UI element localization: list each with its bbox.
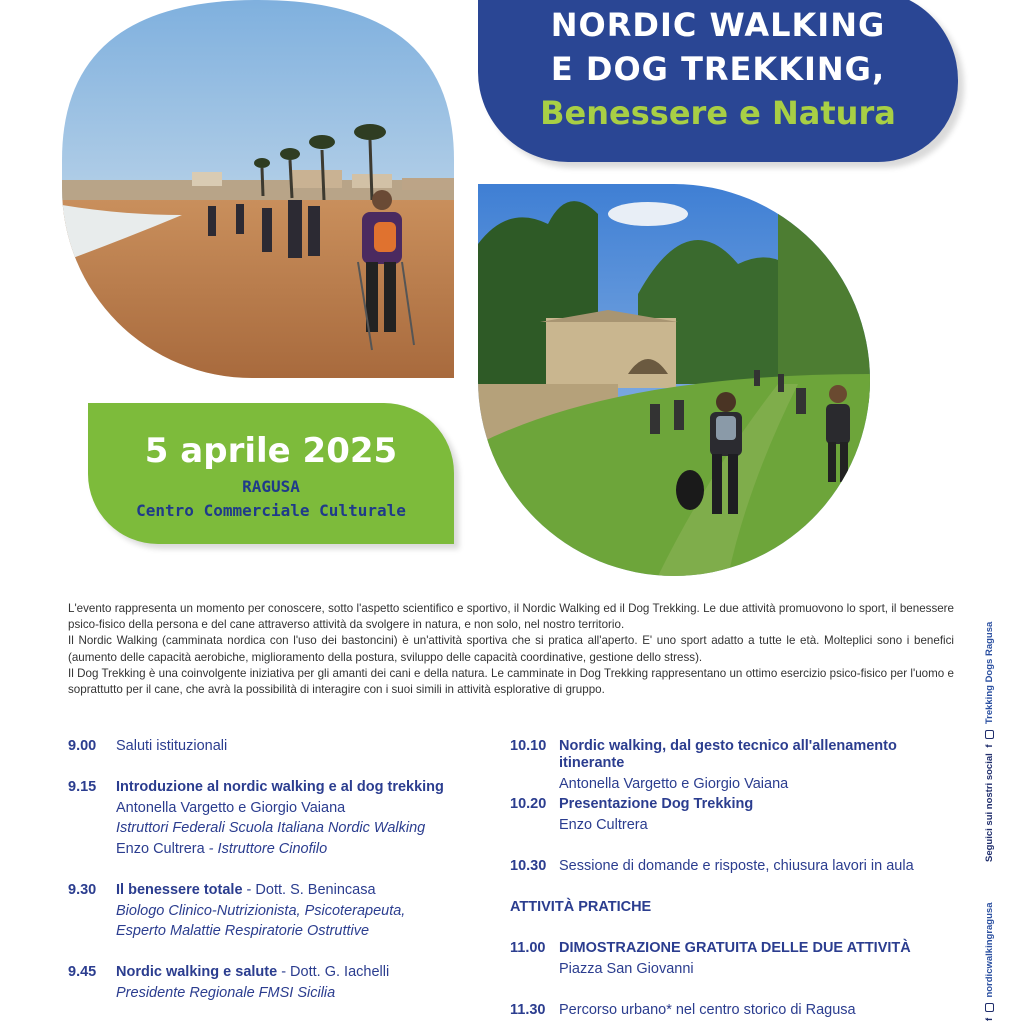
program-title: DIMOSTRAZIONE GRATUITA DELLE DUE ATTIVITÀ <box>559 940 911 956</box>
program-speakers: - Dott. S. Benincasa <box>242 882 376 898</box>
program-title: Sessione di domande e risposte, chiusura lavori in aula <box>559 858 914 874</box>
event-description <box>68 601 954 698</box>
program-speaker-line <box>116 839 327 860</box>
program-title-line <box>116 962 389 983</box>
description-paragraph: L'evento rappresenta un momento per conoscere, sotto l'aspetto scientifico e sportivo, il Nordic Walking ed il Dog Trekking. Le due attività promuovono lo sport, il benessere psico-fisico della persona e del cane attraverso attività da svolgere in natura, e non solo, nel nostro territorio. <box>68 602 954 632</box>
program-title-line <box>116 880 376 901</box>
description-paragraph: Il Nordic Walking (camminata nordica con l'uso dei bastoncini) è un'attività sportiva che si pratica all'aperto. E' uno sport adatto a tutte le età. Molteplici sono i benefici (aumento delle capacità aerobiche, miglioramento della postura, sviluppo delle capacità coordinative, gestione dello stress). <box>68 634 954 664</box>
social-label <box>984 622 995 862</box>
description-paragraph: Il Dog Trekking è una coinvolgente iniziativa per gli amanti dei cani e della natura. Le camminate in Dog Trekking rappresentano un ottimo esercizio psico-fisico per l'uomo e soprattutto per il cane, che avrà la possibilità di interagire con i suoi simili in attività esplorative di gruppo. <box>68 666 954 697</box>
program-role: Esperto Malattie Respiratorie Ostruttive <box>116 923 370 939</box>
program-time: 9.00 <box>68 738 97 754</box>
program-time: 11.00 <box>510 940 546 956</box>
program-title: Introduzione al nordic walking e al dog trekking <box>116 779 444 795</box>
instagram-handle: nordicwalkingragusa <box>984 902 995 998</box>
program-title: Il benessere totale <box>116 882 243 898</box>
program-role: - Istruttore Cinofilo <box>204 841 328 857</box>
program-speakers: Antonella Vargetto e Giorgio Vaiana <box>559 776 789 792</box>
program-left <box>68 736 508 1024</box>
title-banner <box>478 0 958 162</box>
program-right <box>510 736 960 1024</box>
event-venue: Centro Commerciale Culturale <box>136 501 406 520</box>
countryside-photo <box>478 184 870 576</box>
social-follow-text: Seguici sui nostri social <box>984 753 995 862</box>
program-role: Presidente Regionale FMSI Sicilia <box>116 985 336 1001</box>
program-title-cont: itinerante <box>559 755 625 771</box>
beach-photo <box>62 0 454 378</box>
facebook-page-name: Trekking Dogs Ragusa <box>984 621 995 725</box>
program-speaker: Enzo Cultrera <box>116 841 205 857</box>
program-title: Saluti istituzionali <box>116 738 228 754</box>
facebook-icon: f <box>984 744 995 748</box>
title-line-1: NORDIC WALKING <box>550 6 886 44</box>
social-handle <box>984 903 995 1024</box>
section-heading: ATTIVITÀ PRATICHE <box>510 899 652 915</box>
instagram-icon <box>985 730 994 739</box>
program-title: Nordic walking e salute <box>116 964 278 980</box>
program-speakers: - Dott. G. Iachelli <box>277 964 390 980</box>
program-time: 11.30 <box>510 1002 546 1018</box>
program-location: Piazza San Giovanni <box>559 961 694 977</box>
instagram-icon <box>985 1003 994 1012</box>
program-role: Biologo Clinico-Nutrizionista, Psicoterapeuta, <box>116 903 406 919</box>
date-banner <box>88 403 454 544</box>
event-city: RAGUSA <box>242 477 300 496</box>
program-title: Presentazione Dog Trekking <box>559 796 754 812</box>
program-time: 10.20 <box>510 796 547 812</box>
program-time: 10.30 <box>510 858 547 874</box>
event-date: 5 aprile 2025 <box>144 431 398 471</box>
program-time: 9.15 <box>68 779 97 795</box>
program-speakers: Enzo Cultrera <box>559 817 648 833</box>
title-line-2: E DOG TREKKING, <box>550 50 886 88</box>
program-time: 10.10 <box>510 738 547 754</box>
program-speakers: Antonella Vargetto e Giorgio Vaiana <box>116 800 346 816</box>
title-subtitle: Benessere e Natura <box>540 94 896 132</box>
program-time: 9.30 <box>68 882 97 898</box>
program-title: Percorso urbano* nel centro storico di Ragusa <box>559 1002 856 1018</box>
program-time: 9.45 <box>68 964 97 980</box>
program-title: Nordic walking, dal gesto tecnico all'allenamento <box>559 738 897 754</box>
program-role: Istruttori Federali Scuola Italiana Nordic Walking <box>116 820 426 836</box>
facebook-icon: f <box>984 1017 995 1021</box>
